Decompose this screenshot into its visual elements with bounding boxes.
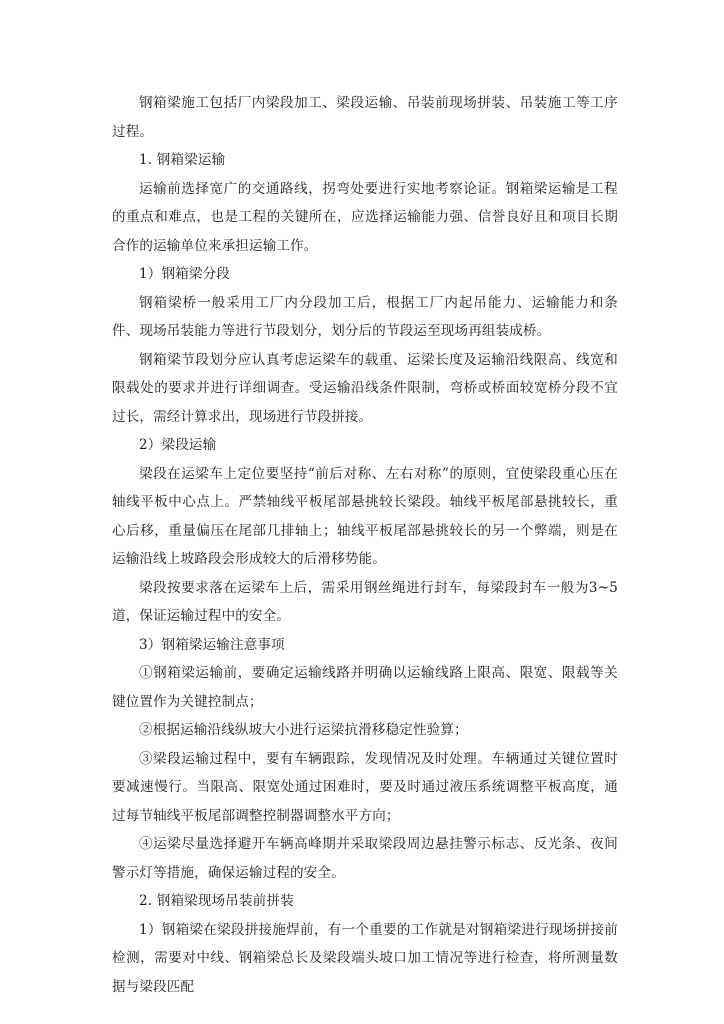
subsection-heading: 2）梁段运输 <box>139 437 217 453</box>
body-paragraph: 钢箱梁桥一般采用工厂内分段加工后，根据工厂内起吊能力、运输能力和条件、现场吊装能力等进行节段划分，划分后的节段运至现场再组装成桥。 <box>112 294 618 339</box>
list-item: ①钢箱梁运输前，要确定运输线路并明确以运输线路上限高、限宽、限载等关键位置作为关键控制点； <box>112 665 618 710</box>
body-paragraph: 梁段在运梁车上定位要坚持“前后对称、左右对称”的原则，宜使梁段重心压在轴线平板中心点上。严禁轴线平板尾部悬挑较长梁段。轴线平板尾部悬挑较长，重心后移，重量偏压在尾部几排轴上；轴线平板尾部悬挑较长的另一个弊端，则是在运输沿线上坡路段会形成较大的后滑移势能。 <box>112 465 618 567</box>
subsection-heading: 3）钢箱梁运输注意事项 <box>139 636 285 653</box>
list-item: ②根据运输沿线纵坡大小进行运梁抗滑移稳定性验算； <box>139 722 468 738</box>
body-paragraph: 1）钢箱梁在梁段拼接施焊前，有一个重要的工作就是对钢箱梁进行现场拼接前检测，需要对中线、钢箱梁总长及梁段端头坡口加工情况等进行检查，将所测量数据与梁段匹配 <box>112 921 618 995</box>
list-item: ③梁段运输过程中，要有车辆跟踪，发现情况及时处理。车辆通过关键位置时要减速慢行。当限高、限宽处通过困难时，要及时通过液压系统调整平板高度，通过每节轴线平板尾部调整控制器调整水平方向； <box>112 750 618 824</box>
subsection-heading: 1）钢箱梁分段 <box>139 266 230 282</box>
intro-paragraph: 钢箱梁施工包括厂内梁段加工、梁段运输、吊装前现场拼装、吊装施工等工序过程。 <box>112 95 618 140</box>
section-heading: 1. 钢箱梁运输 <box>139 152 226 168</box>
body-paragraph: 运输前选择宽广的交通路线，拐弯处要进行实地考察论证。钢箱梁运输是工程的重点和难点，也是工程的关键所在，应选择运输能力强、信誉良好且和项目长期合作的运输单位来承担运输工作。 <box>112 180 618 254</box>
body-paragraph: 钢箱梁节段划分应认真考虑运梁车的载重、运梁长度及运输沿线限高、线宽和限载处的要求并进行详细调查。受运输沿线条件限制，弯桥或桥面较宽桥分段不宜过长，需经计算求出，现场进行节段拼接。 <box>112 351 618 425</box>
section-heading: 2. 钢箱梁现场吊装前拼装 <box>139 893 294 909</box>
list-item: ④运梁尽量选择避开车辆高峰期并采取梁段周边悬挂警示标志、反光条、夜间警示灯等措施，确保运输过程的安全。 <box>112 836 618 881</box>
body-paragraph: 梁段按要求落在运梁车上后，需采用钢丝绳进行封车，每梁段封车一般为3~5道，保证运输过程中的安全。 <box>112 579 618 624</box>
document-body <box>112 89 618 1001</box>
